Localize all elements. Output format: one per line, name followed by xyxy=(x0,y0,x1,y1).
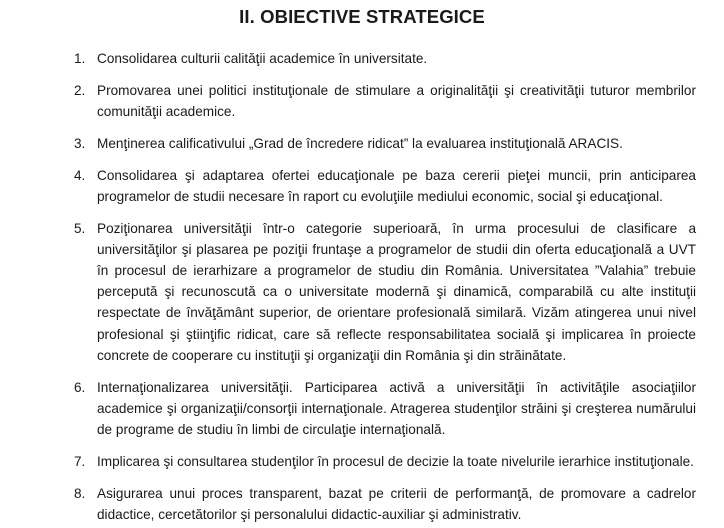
list-item xyxy=(0,451,724,472)
list-item xyxy=(0,80,724,122)
section-heading: II. OBIECTIVE STRATEGICE xyxy=(239,6,485,27)
item-text: Promovarea unei politici instituţionale de stimulare a originalităţii şi creativităţii tuturor membrilor comunităţii academice. xyxy=(97,82,696,119)
item-text: Internaţionalizarea universităţii. Participarea activă a universităţii în activităţile asociaţiilor academice şi organizaţii/consorţii internaţionale. Atragerea studenţilor străini şi creşterea numărului de programe de studiu în limbi de circulaţie internaţională. xyxy=(97,379,696,438)
list-item xyxy=(0,483,724,525)
item-text: Asigurarea unui proces transparent, bazat pe criterii de performanţă, de promovare a cadrelor didactice, cercetătorilor şi personalului didactic-auxiliar şi administrativ. xyxy=(97,485,696,522)
item-number: 2. xyxy=(74,82,86,98)
list-item xyxy=(0,218,724,366)
item-number: 7. xyxy=(74,453,86,469)
item-text: Implicarea şi consultarea studenţilor în procesul de decizie la toate nivelurile ierarhice instituţionale. xyxy=(97,453,694,469)
item-text: Consolidarea şi adaptarea ofertei educaţionale pe baza cererii pieţei muncii, prin anticiparea programelor de studii necesare în raport cu evoluţiile mediului economic, social şi educaţional. xyxy=(97,167,696,204)
item-text: Consolidarea culturii calităţii academice în universitate. xyxy=(97,51,428,66)
item-text: Menţinerea calificativului „Grad de încredere ridicat” la evaluarea instituţională ARACIS. xyxy=(97,135,623,151)
item-number: 5. xyxy=(74,220,86,236)
item-number: 8. xyxy=(74,485,86,501)
item-number: 1. xyxy=(74,51,86,66)
item-text: Poziţionarea universităţii într-o categorie superioară, în urma procesului de clasificare a universităţilor şi plasarea pe poziţii fruntaşe a programelor de studii din oferta educaţională a UVT în procesul de ierarhizare a programelor de studiu din România. Universitatea ”Valahia” trebuie percepută şi recunoscută ca o universitate modernă şi dinamică, comparabilă cu alte instituţii respectate de învăţământ superior, de orientare profesională similară. Vizăm atingerea unui nivel profesional şi ştiinţific ridicat, care să reflecte responsabilitatea socială şi implicarea în proiecte concrete de cooperare cu instituţii şi organizaţii din România şi din străinătate. xyxy=(97,220,696,363)
item-number: 4. xyxy=(74,167,86,183)
item-number: 3. xyxy=(74,135,86,151)
list-item xyxy=(0,165,724,207)
objectives-list xyxy=(0,48,724,525)
list-item xyxy=(0,133,724,154)
list-item xyxy=(0,377,724,441)
list-item xyxy=(0,48,724,69)
item-number: 6. xyxy=(74,379,86,395)
